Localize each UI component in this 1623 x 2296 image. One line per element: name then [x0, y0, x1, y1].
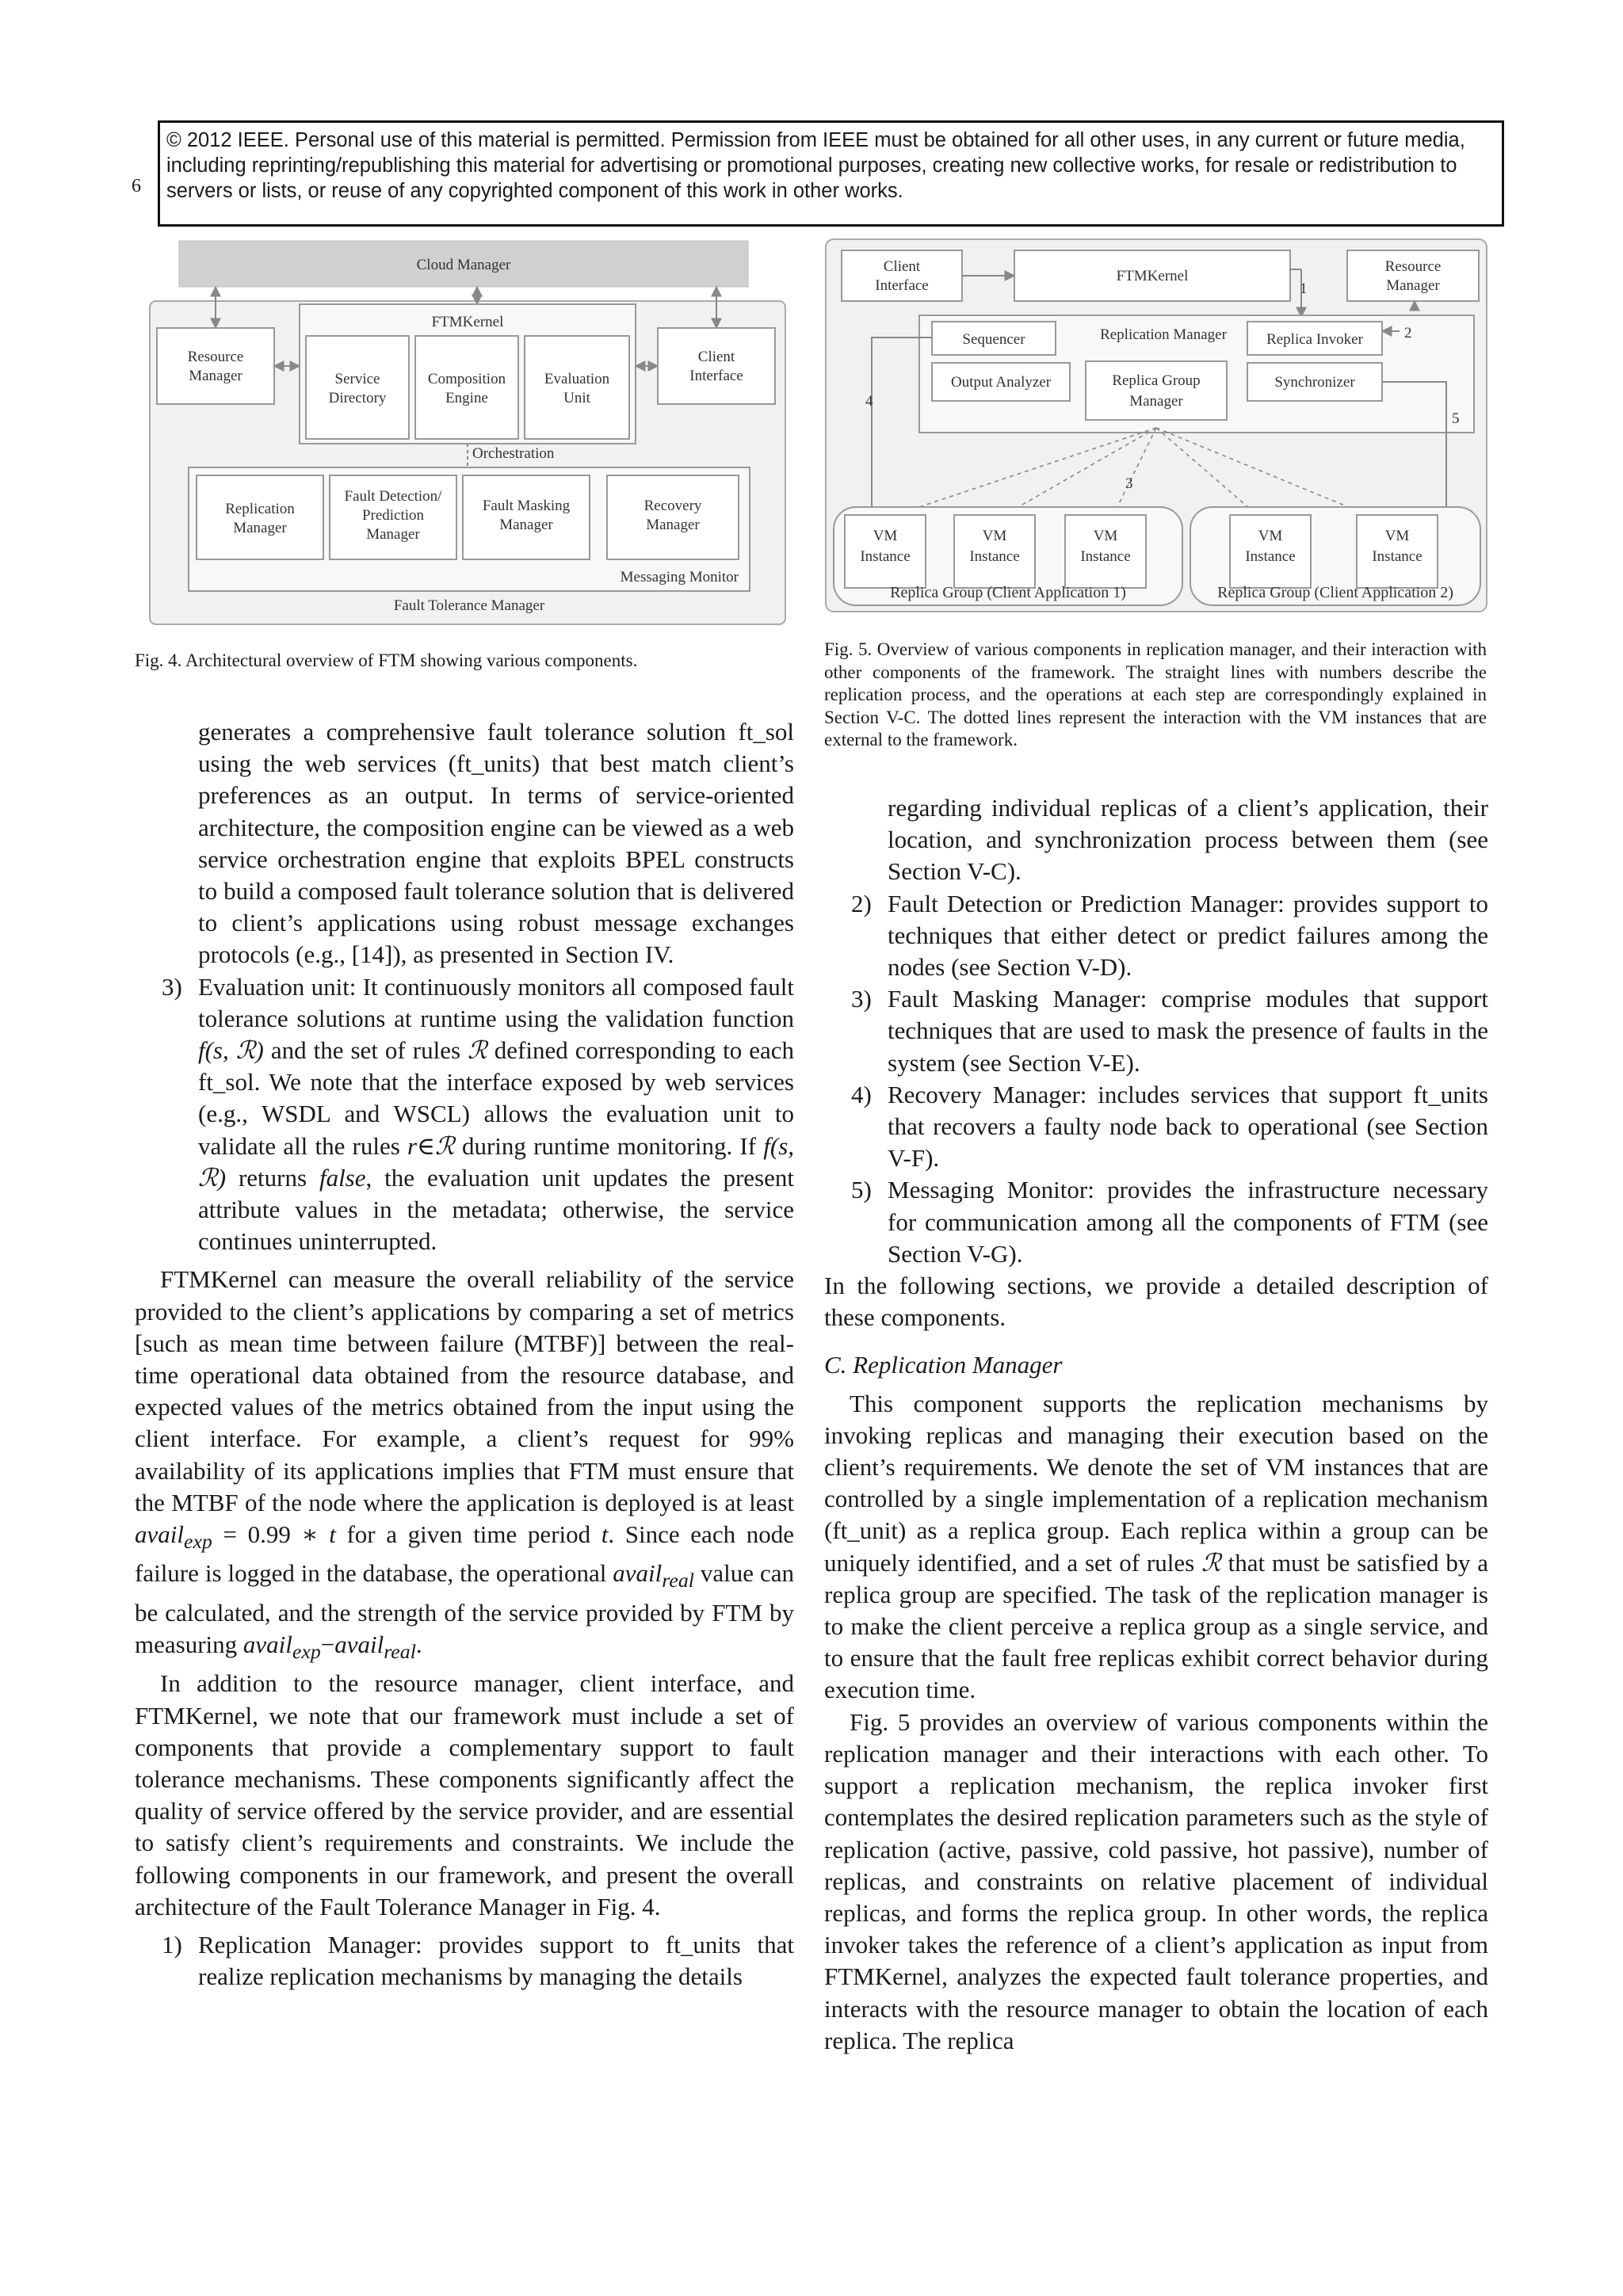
- fig4-rm-l2: Manager: [189, 368, 242, 384]
- fig4-fm-l1: Fault Masking: [482, 498, 571, 514]
- fig5-replica-invoker-label: Replica Invoker: [1266, 331, 1363, 348]
- para-fig5-overview: Fig. 5 provides an overview of various components within the replication manager and their interactions with each other. To support a replication mechanism, the replica invoker first contemplates the desired replication parameters such as the style of replication (active, passive, cold passive, hot passive), number of replicas, and constraints on relative placement of individual replicas, and forms the replica group. In other words, the replica invoker takes the reference of a client’s application as input from FTMKernel, analyzes the expected fault tolerance properties, and interacts with the resource manager to obtain the location of each replica. The replica: [824, 1707, 1488, 2054]
- text-run: Evaluation unit: It continuously monitors all composed fault tolerance solutions at runtime using the validation function: [198, 972, 794, 1032]
- fig4-rec-l1: Recovery: [643, 498, 702, 514]
- list-item-fault-detection: [824, 888, 1488, 984]
- fig4-ci-l1: Client: [697, 349, 735, 365]
- fig4-cloud-manager-label: Cloud Manager: [416, 257, 511, 273]
- fig4-messaging-monitor-label: Messaging Monitor: [620, 569, 739, 585]
- text-run: that must be satisfied by a replica group are specified. The task of the replication manager is to make the client perceive a replica group as a single service, and to ensure that the fault free replicas exhibit correct behavior during execution time.: [824, 1548, 1488, 1704]
- math-sub: exp: [292, 1640, 321, 1664]
- math-r: ℛ: [468, 1036, 487, 1065]
- fig4-ce-l1: Composition: [427, 371, 506, 387]
- fig5-rgm-l2: Manager: [1129, 393, 1183, 410]
- math-r-in: r∈ℛ: [407, 1131, 455, 1160]
- fig5-sequencer-label: Sequencer: [962, 331, 1025, 348]
- copyright-notice: © 2012 IEEE. Personal use of this material is permitted. Permission from IEEE must be obtained for all other uses, in any current or future media, including reprinting/republishing this material for advertising or promotional purposes, creating new collective works, for resale or redistribution to servers or lists, or reuse of any copyrighted component of this work in other works.: [158, 120, 1504, 227]
- text-run: FTMKernel can measure the overall reliability of the service provided to the client’s applications by comparing a set of metrics [such as mean time between failure (MTBF)] between the real-time operational data obtained from the resource database, and expected values of the metrics obtained from the input using the client interface. For example, a client’s request for 99% availability of its applications implies that FTM must ensure that the MTBF of the node where the application is deployed is at least: [135, 1265, 794, 1516]
- fig5-rm-l2: Manager: [1386, 277, 1440, 294]
- text-run: for a given time period: [335, 1520, 601, 1549]
- fig5-n2: 2: [1404, 325, 1412, 341]
- math-avail: avail: [334, 1630, 384, 1659]
- text-run: Fault Detection or Prediction Manager: provides support to techniques that either detect or predict failures among the nodes (see Section V-D).: [888, 889, 1488, 982]
- math-f: f(s, ℛ): [198, 1036, 264, 1065]
- fig5-vm2-l1: VM: [982, 528, 1007, 544]
- fig5-synchronizer-label: Synchronizer: [1274, 374, 1355, 391]
- text-run: Replication Manager: provides support to ft_units that realize replication mechanisms by managing the details: [198, 1931, 794, 1991]
- text-run: = 0.99 ∗: [212, 1520, 330, 1549]
- fig4-evaluation-unit: [525, 336, 629, 439]
- fig5-n1: 1: [1300, 280, 1308, 297]
- text-run: .: [415, 1630, 422, 1659]
- fig4-eu-l1: Evaluation: [544, 371, 610, 387]
- fig4-service-directory: [306, 336, 409, 439]
- math-avail: avail: [613, 1559, 663, 1588]
- text-run: Messaging Monitor: provides the infrastructure necessary for communication among all the components of FTM (see Section V-G).: [888, 1176, 1488, 1268]
- fig5-replica-group-manager: [1086, 361, 1227, 420]
- fig4-composition-engine: [415, 336, 518, 439]
- fig5-vm2-l2: Instance: [969, 548, 1020, 565]
- fig4-orchestration-label: Orchestration: [472, 445, 555, 462]
- list-number: 1): [162, 1931, 182, 1959]
- math-avail: avail: [242, 1630, 292, 1659]
- math-r: ℛ: [1201, 1548, 1221, 1577]
- math-sub: real: [384, 1640, 416, 1664]
- fig5-replication-manager-label: Replication Manager: [1100, 326, 1227, 343]
- para-generates: generates a comprehensive fault tolerance solution ft_sol using the web services (ft_units) that best match client’s preferences as an output. In terms of service-oriented architecture, the composition engine can be viewed as a web service orchestration engine that exploits BPEL constructs to build a composed fault tolerance solution that is delivered to client’s applications using robust message exchanges protocols (e.g., [14]), as presented in Section IV.: [198, 718, 794, 969]
- text-run: returns: [226, 1163, 319, 1192]
- list-number: 5): [851, 1176, 872, 1204]
- text-run: Fault Masking Manager: comprise modules that support techniques that are used to mask the presence of faults in the system (see Section V-E).: [888, 985, 1488, 1077]
- math-sub: exp: [184, 1530, 212, 1554]
- fig5-vm5-l1: VM: [1384, 528, 1410, 544]
- fig4-fd-l3: Manager: [366, 526, 420, 543]
- list-number: 4): [851, 1080, 872, 1108]
- para-component: [824, 1388, 1488, 1707]
- math-false: false: [319, 1163, 366, 1192]
- fig5-rgm-l1: Replica Group: [1112, 372, 1201, 389]
- left-column: [135, 716, 794, 1993]
- math-t: t: [601, 1520, 609, 1549]
- fig5-ci-l1: Client: [883, 258, 921, 275]
- fig5-vm3-l1: VM: [1093, 528, 1118, 544]
- fig5-rm-l1: Resource: [1384, 258, 1442, 275]
- math-avail: avail: [135, 1520, 184, 1549]
- para-regarding: regarding individual replicas of a client’s application, their location, and synchronization process between them (see Section V-C).: [888, 794, 1488, 886]
- fig4-ftmkernel-label: FTMKernel: [431, 314, 504, 330]
- list-item-recovery: [824, 1079, 1488, 1175]
- list-item-fault-masking: [824, 983, 1488, 1079]
- figure-5: [824, 238, 1490, 615]
- fig4-fd-l1: Fault Detection/: [344, 488, 442, 505]
- list-number: 3): [851, 985, 872, 1013]
- fig5-vm4-l1: VM: [1258, 528, 1283, 544]
- fig4-repm-l2: Manager: [233, 520, 287, 536]
- fig4-ce-l2: Engine: [445, 390, 488, 406]
- text-run: during runtime monitoring. If: [454, 1131, 764, 1160]
- page-number: 6: [132, 176, 141, 196]
- math-t: t: [329, 1520, 336, 1549]
- fig5-vm1-l2: Instance: [860, 548, 911, 565]
- fig5-ci-l2: Interface: [875, 277, 929, 294]
- text-run: Recovery Manager: includes services that support ft_units that recovers a faulty node back to operational (see Section V-F).: [888, 1080, 1488, 1173]
- fig4-sd-l1: Service: [334, 371, 380, 387]
- text-run: , the evaluation unit updates the present attribute values in the metadata; otherwise, the service continues uninterrupted.: [198, 1163, 794, 1256]
- text-run: and the set of rules: [263, 1036, 468, 1065]
- fig5-n3: 3: [1125, 475, 1133, 492]
- fig5-vm5-l2: Instance: [1372, 548, 1423, 565]
- fig4-sd-l2: Directory: [328, 390, 387, 406]
- section-heading-c: C. Replication Manager: [824, 1351, 1063, 1379]
- fig5-vm1-l1: VM: [873, 528, 898, 544]
- list-number: 2): [851, 889, 872, 917]
- list-number: 3): [162, 972, 182, 1001]
- fig4-rec-l2: Manager: [646, 517, 700, 533]
- math-sub: real: [662, 1569, 694, 1592]
- fig5-vm3-l2: Instance: [1080, 548, 1131, 565]
- list-item-messaging: [824, 1174, 1488, 1270]
- fig5-caption: Fig. 5. Overview of various components in replication manager, and their interaction with other components of the framework. The straight lines with numbers describe the replication process, and the operations at each step are correspondingly explained in Section V-C. The dotted lines represent the interaction with the VM instances that are external to the framework.: [824, 639, 1487, 749]
- text-run: value can be calculated, and the strength of the service provided by FTM by measuring: [135, 1559, 794, 1659]
- fig4-client-interface: [658, 328, 775, 404]
- fig5-rg2-label: Replica Group (Client Application 2): [1217, 584, 1453, 601]
- para-following: In the following sections, we provide a detailed description of these components.: [824, 1272, 1488, 1332]
- text-run: This component supports the replication mechanisms by invoking replicas and managing their execution based on the client’s requirements. We denote the set of VM instances that are controlled by a single implementation of a replication mechanism (ft_unit) as a replica group. Each replica within a group can be uniquely identified, and a set of rules: [824, 1389, 1488, 1577]
- right-column: [824, 792, 1488, 2057]
- fig4-replication-manager: [197, 475, 323, 559]
- fig4-ci-l2: Interface: [689, 368, 743, 384]
- para-in-addition: In addition to the resource manager, client interface, and FTMKernel, we note that our framework must include a set of components that provide a complementary support to fault tolerance mechanisms. These components significantly affect the quality of service offered by the service provider, and are essential to satisfy client’s requirements and constraints. We include the following components in our framework, and present the overall architecture of the Fault Tolerance Manager in Fig. 4.: [135, 1669, 794, 1920]
- fig4-fd-l2: Prediction: [361, 507, 425, 524]
- fig4-rm-l1: Resource: [187, 349, 244, 365]
- fig5-vm4-l2: Instance: [1245, 548, 1296, 565]
- para-ftmkernel: [135, 1264, 794, 1668]
- list-item-replication-manager: [135, 1929, 794, 1993]
- figure-4: [147, 238, 789, 626]
- fig4-caption: Fig. 4. Architectural overview of FTM showing various components.: [135, 650, 638, 670]
- text-run: −: [320, 1630, 335, 1659]
- fig5-ftmkernel-label: FTMKernel: [1116, 268, 1189, 284]
- fig5-n4: 4: [865, 393, 873, 410]
- fig4-repm-l1: Replication: [225, 501, 295, 517]
- fig4-fm-l2: Manager: [499, 517, 553, 533]
- text-run: defined corresponding to each ft_sol. We note that the interface exposed by web services (e.g., WSDL and WSCL) allows the evaluation unit to validate all the rules: [198, 1036, 795, 1160]
- fig5-n5: 5: [1452, 410, 1460, 427]
- math-f: f(s, ℛ): [198, 1131, 795, 1192]
- text-run: . Since each node failure is logged in the database, the operational: [135, 1520, 794, 1588]
- fig4-resource-manager: [157, 328, 274, 404]
- list-item-evaluation-unit: [135, 971, 794, 1258]
- fig5-rg1-label: Replica Group (Client Application 1): [890, 584, 1126, 601]
- fig4-eu-l2: Unit: [563, 390, 590, 406]
- fig5-output-analyzer-label: Output Analyzer: [950, 374, 1052, 391]
- fig4-ftm-label: Fault Tolerance Manager: [393, 597, 545, 614]
